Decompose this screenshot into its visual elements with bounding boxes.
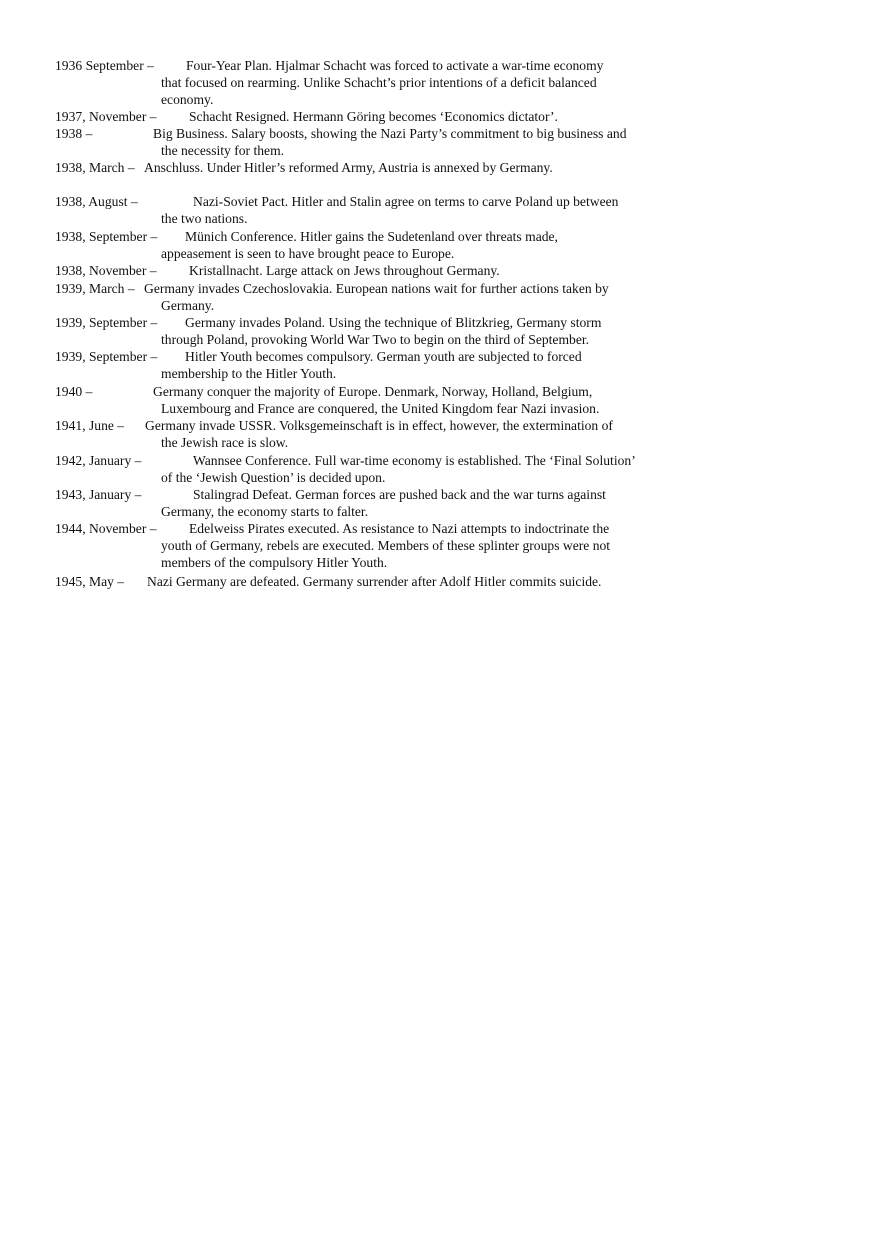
- entry-description-line: Anschluss. Under Hitler’s reformed Army, Austria is annexed by Germany.: [144, 160, 553, 175]
- entry-description-line: Germany invades Czechoslovakia. European nations wait for further actions taken by: [144, 281, 609, 296]
- entry-description-line: Four-Year Plan. Hjalmar Schacht was forced to activate a war-time economy: [186, 58, 604, 73]
- entry-date: 1938, March –: [55, 160, 135, 175]
- entry-description-line: Hitler Youth becomes compulsory. German youth are subjected to forced: [185, 349, 582, 364]
- entry-description-line: Germany, the economy starts to falter.: [161, 504, 369, 520]
- entry-description-line: appeasement is seen to have brought peace to Europe.: [161, 246, 455, 262]
- entry-date: 1940 –: [55, 384, 93, 399]
- entry-date: 1938 –: [55, 126, 93, 141]
- entry-description-line: membership to the Hitler Youth.: [161, 366, 337, 382]
- entry-description-line: Kristallnacht. Large attack on Jews throughout Germany.: [189, 263, 500, 278]
- entry-date: 1941, June –: [55, 418, 125, 433]
- entry-date: 1937, November –: [55, 109, 157, 124]
- entry-description-line: Nazi-Soviet Pact. Hitler and Stalin agree on terms to carve Poland up between: [193, 194, 619, 209]
- entry-date: 1942, January –: [55, 453, 142, 468]
- entry-date: 1938, August –: [55, 194, 138, 209]
- entry-date: 1938, November –: [55, 263, 157, 278]
- entry-date: 1939, September –: [55, 315, 158, 330]
- entry-description-line: Germany conquer the majority of Europe. Denmark, Norway, Holland, Belgium,: [153, 384, 593, 399]
- entry-description-line: Germany.: [161, 298, 215, 314]
- entry-date: 1938, September –: [55, 229, 158, 244]
- entry-description-line: the Jewish race is slow.: [161, 435, 289, 451]
- entry-date: 1945, May –: [55, 574, 125, 589]
- entry-description-line: Stalingrad Defeat. German forces are pushed back and the war turns against: [193, 487, 606, 502]
- entry-description-line: members of the compulsory Hitler Youth.: [161, 555, 388, 571]
- entry-date: 1936 September –: [55, 58, 154, 73]
- entry-description-line: Big Business. Salary boosts, showing the Nazi Party’s commitment to big business and: [153, 126, 627, 141]
- entry-description-line: Edelweiss Pirates executed. As resistance to Nazi attempts to indoctrinate the: [189, 521, 610, 536]
- entry-description-line: through Poland, provoking World War Two to begin on the third of September.: [161, 332, 590, 348]
- entry-date: 1943, January –: [55, 487, 142, 502]
- entry-description-line: economy.: [161, 92, 214, 108]
- entry-description-line: Wannsee Conference. Full war-time economy is established. The ‘Final Solution’: [193, 453, 636, 468]
- entry-description-line: youth of Germany, rebels are executed. Members of these splinter groups were not: [161, 538, 611, 554]
- entry-description-line: Nazi Germany are defeated. Germany surrender after Adolf Hitler commits suicide.: [147, 574, 602, 589]
- entry-description-line: of the ‘Jewish Question’ is decided upon.: [161, 470, 386, 486]
- entry-description-line: the two nations.: [161, 211, 248, 227]
- entry-date: 1939, March –: [55, 281, 135, 296]
- entry-description-line: Germany invade USSR. Volksgemeinschaft is in effect, however, the extermination of: [145, 418, 613, 433]
- entry-description-line: the necessity for them.: [161, 143, 285, 159]
- entry-description-line: Germany invades Poland. Using the technique of Blitzkrieg, Germany storm: [185, 315, 602, 330]
- entry-description-line: Schacht Resigned. Hermann Göring becomes ‘Economics dictator’.: [189, 109, 558, 124]
- entry-date: 1944, November –: [55, 521, 157, 536]
- entry-description-line: Münich Conference. Hitler gains the Sudetenland over threats made,: [185, 229, 558, 244]
- entry-description-line: Luxembourg and France are conquered, the United Kingdom fear Nazi invasion.: [161, 401, 600, 417]
- entry-date: 1939, September –: [55, 349, 158, 364]
- entry-description-line: that focused on rearming. Unlike Schacht’s prior intentions of a deficit balanced: [161, 75, 597, 91]
